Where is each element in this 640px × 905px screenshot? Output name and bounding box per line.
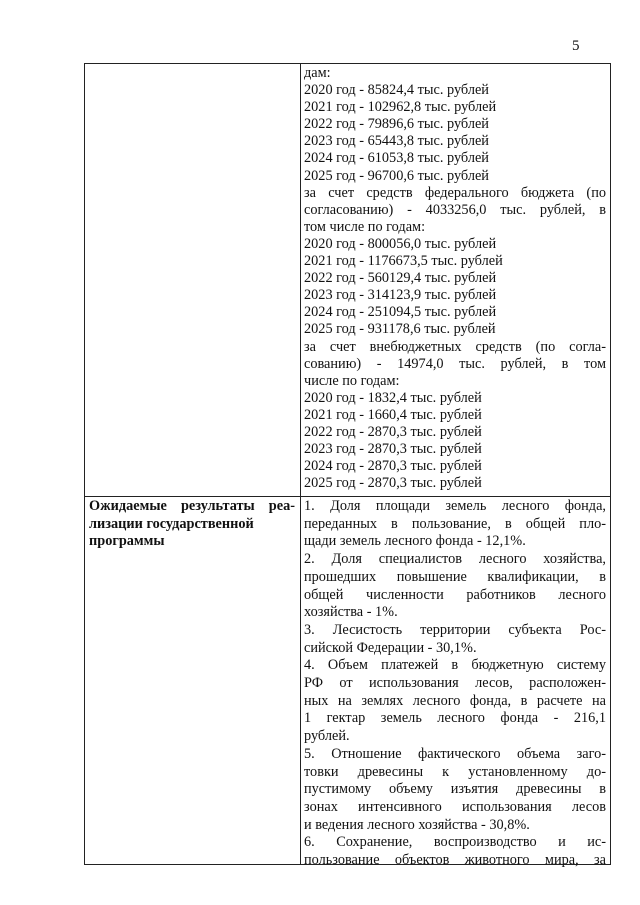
page-number: 5 bbox=[572, 38, 580, 54]
result-line: пустимому объему изъятия древесины в bbox=[304, 781, 606, 798]
result-line: РФ от использования лесов, расположен- bbox=[304, 675, 606, 692]
results-cell bbox=[304, 498, 606, 870]
funding-line: 2022 год - 2870,3 тыс. рублей bbox=[304, 423, 482, 440]
result-line: пользование объектов животного мира, за bbox=[304, 852, 606, 869]
funding-line: 2022 год - 560129,4 тыс. рублей bbox=[304, 270, 497, 287]
result-line: ных на землях лесного фонда, в расчете на bbox=[304, 692, 606, 709]
result-line: товки древесины к установленному до- bbox=[304, 763, 606, 780]
row-divider bbox=[85, 496, 610, 497]
funding-line: 2021 год - 1660,4 тыс. рублей bbox=[304, 406, 482, 423]
funding-line: сованию) - 14974,0 тыс. рублей, в том bbox=[304, 355, 606, 372]
funding-line: 2021 год - 102962,8 тыс. рублей bbox=[304, 99, 497, 116]
result-line: рублей. bbox=[304, 728, 350, 745]
results-heading bbox=[89, 498, 295, 551]
funding-line: 2021 год - 1176673,5 тыс. рублей bbox=[304, 253, 503, 270]
result-line: 4. Объем платежей в бюджетную систему bbox=[304, 657, 606, 674]
funding-line: 2020 год - 85824,4 тыс. рублей bbox=[304, 82, 489, 99]
result-line: и ведения лесного хозяйства - 30,8%. bbox=[304, 816, 530, 833]
result-line: 5. Отношение фактического объема заго- bbox=[304, 745, 606, 762]
result-line: 1. Доля площади земель лесного фонда, bbox=[304, 498, 606, 514]
funding-line: 2024 год - 61053,8 тыс. рублей bbox=[304, 150, 489, 167]
funding-line: согласованию) - 4033256,0 тыс. рублей, в bbox=[304, 201, 606, 218]
column-divider bbox=[300, 64, 301, 864]
funding-line: 2022 год - 79896,6 тыс. рублей bbox=[304, 116, 489, 133]
funding-line: 2024 год - 2870,3 тыс. рублей bbox=[304, 458, 482, 475]
funding-cell bbox=[304, 65, 606, 492]
funding-line: 2025 год - 96700,6 тыс. рублей bbox=[304, 167, 489, 184]
result-line: хозяйства - 1%. bbox=[304, 604, 398, 621]
result-line: сийской Федерации - 30,1%. bbox=[304, 639, 477, 656]
result-line: зонах интенсивного использования лесов bbox=[304, 798, 606, 815]
program-table bbox=[84, 63, 611, 869]
results-heading-line: Ожидаемые результаты реа- bbox=[89, 498, 295, 514]
funding-line: 2025 год - 931178,6 тыс. рублей bbox=[304, 321, 496, 338]
result-line: 3. Лесистость территории субъекта Рос- bbox=[304, 621, 606, 638]
results-heading-line: лизации государственной bbox=[89, 515, 254, 532]
funding-line: 2020 год - 800056,0 тыс. рублей bbox=[304, 235, 497, 252]
funding-line: том числе по годам: bbox=[304, 218, 426, 235]
funding-line: 2023 год - 2870,3 тыс. рублей bbox=[304, 441, 482, 458]
funding-line: 2020 год - 1832,4 тыс. рублей bbox=[304, 389, 482, 406]
result-line: 1 гектар земель лесного фонда - 216,1 bbox=[304, 710, 606, 727]
result-line: 6. Сохранение, воспроизводство и ис- bbox=[304, 834, 606, 851]
funding-line: за счет внебюджетных средств (по согла- bbox=[304, 338, 606, 355]
result-line: 2. Доля специалистов лесного хозяйства, bbox=[304, 551, 606, 568]
result-line: переданных в пользование, в общей пло- bbox=[304, 515, 606, 532]
funding-line: дам: bbox=[304, 65, 331, 81]
result-line: общей численности работников лесного bbox=[304, 586, 606, 603]
funding-line: 2024 год - 251094,5 тыс. рублей bbox=[304, 304, 497, 321]
results-heading-line: программы bbox=[89, 533, 165, 550]
funding-line: 2025 год - 2870,3 тыс. рублей bbox=[304, 475, 482, 492]
funding-line: 2023 год - 65443,8 тыс. рублей bbox=[304, 133, 489, 150]
funding-line: за счет средств федерального бюджета (по bbox=[304, 184, 606, 201]
funding-line: 2023 год - 314123,9 тыс. рублей bbox=[304, 287, 497, 304]
result-line: щади земель лесного фонда - 12,1%. bbox=[304, 533, 526, 550]
result-line: прошедших повышение квалификации, в bbox=[304, 568, 606, 585]
funding-line: числе по годам: bbox=[304, 372, 400, 389]
